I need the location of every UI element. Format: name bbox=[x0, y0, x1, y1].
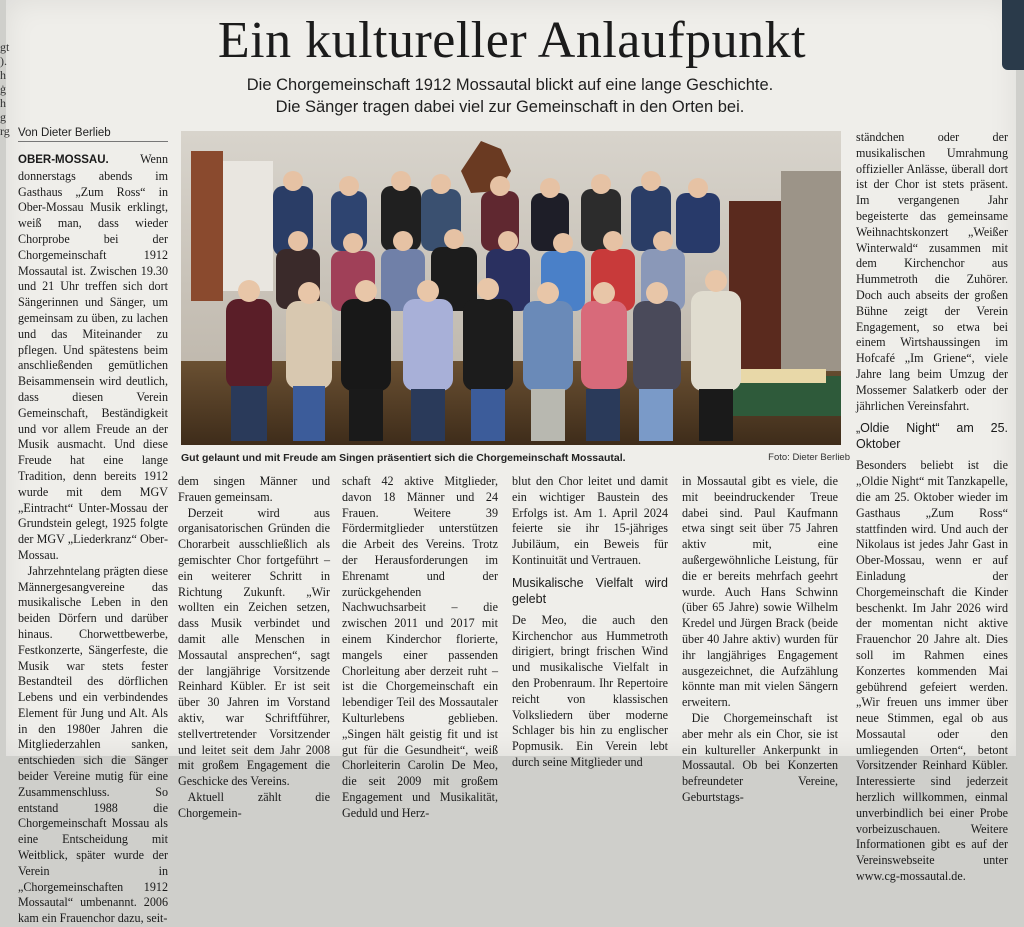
article-column-6 bbox=[856, 130, 1008, 885]
subheadline bbox=[180, 74, 840, 118]
fragment-line: ). bbox=[0, 54, 7, 68]
paragraph: Aktuell zählt die Chorgemein- bbox=[178, 789, 330, 820]
dateline: OBER-MOSSAU. bbox=[18, 154, 109, 166]
photo-illustration bbox=[181, 131, 841, 445]
fragment-line: h bbox=[0, 96, 6, 110]
article-column-4 bbox=[512, 474, 668, 771]
paragraph: Die Chorgemeinschaft ist aber mehr als ein Chor, sie ist ein kultureller Ankerpunkt in Mossautal. Ob bei Konzerten befreundeter Vereine, Geburtstags- bbox=[682, 710, 838, 804]
paragraph: dem singen Männer und Frauen gemeinsam. bbox=[178, 474, 330, 504]
choir-group-photo bbox=[181, 131, 841, 445]
fragment-line: h bbox=[0, 68, 6, 82]
byline: Von Dieter Berlieb bbox=[18, 127, 168, 142]
fragment-line: g bbox=[0, 110, 6, 124]
paragraph: Jahrzehntelang prägten diese Männergesangvereine das musikalische Leben in den beiden Dörfern und darüber hinaus. Chorwettbewerbe, Festkonzerte, Sängerfeste, die Musik war stets fester Bestandteil des dörflichen Lebens und ein verbindendes Element für Jung und Alt. Als in den 1980er Jahren die Mitgliederzahlen sanken, entschieden sich die Sänger beider Vereine mutig für eine Zusammenschluss. So entstand 1988 die Chorgemeinschaft Mossau als eine Entscheidung mit Weitblick, später wurde der Verein in „Chorgemeinschaften 1912 Mossautal“ umbenannt. 2006 kam ein Frauenchor dazu, seit- bbox=[18, 563, 168, 926]
section-subhead: „Oldie Night“ am 25. Oktober bbox=[856, 421, 1008, 452]
subheadline-line: Die Chorgemeinschaft 1912 Mossautal blickt auf eine lange Geschichte. bbox=[246, 76, 774, 94]
article-column-2 bbox=[178, 474, 330, 822]
paragraph: ständchen oder der musikalischen Umrahmung offizieller Anlässe, überall dort ist der Chor ist stets präsent. Im vergangenen Jahr begeisterte das gemeinsame Weihnachtskonzert „Weißer Winterwald“ zusammen mit dem Kirchenchor aus Hummetroth die Zuhörer. Doch auch abseits der großen Bühne zeigt der Verein Engagement, so etwa bei einem Wirtshaussingen im Hofcafé „Im Griene“, viele Jahre lang beim Umzug der Mossemer Salatkerb oder der jährlichen Vereinsfahrt. bbox=[856, 130, 1008, 413]
paragraph: schaft 42 aktive Mitglieder, davon 18 Männer und 24 Frauen. Weitere 39 Fördermitglieder unterstützen die Arbeit des Vereins. Trotz der Herausforderungen im Ehrenamt und der zurückgehenden Nachwuchsarbeit – die zwischen 2011 und 2017 mit einem Kinderchor florierte, mangels einer passenden Chorleitung aber derzeit ruht – ist die Chorgemeinschaft ein lebendiger Teil des Mossautaler Kulturlebens geblieben. „Singen hält geistig fit und ist gut für die Gesundheit“, weiß Chorleiterin Carolin De Meo, die seit 2009 mit großem Engagement und Musikalität, Geduld und Herz- bbox=[342, 474, 498, 820]
fragment-line: ġ bbox=[0, 82, 6, 96]
fragment-line: gt bbox=[0, 40, 10, 54]
paragraph: De Meo, die auch den Kirchenchor aus Hummetroth dirigiert, bringt frischen Wind und musikalische Vielfalt in den Probenraum. Ihr Repertoire reicht von klassischen Volksliedern über moderne Schlager bis hin zu englischer Popmusik. Ein Verein lebt durch seine Mitglieder und bbox=[512, 612, 668, 769]
paragraph: Derzeit wird aus organisatorischen Gründen die Chorarbeit ausschließlich als gemischter Chor fortgeführt – ein weiterer Schritt in Richtung Zukunft. „Wir wollten ein Zeichen setzen, dass Musik verbindet und damit alle Menschen in Mossautal ansprechen“, sagt der langjährige Vorsitzende Reinhard Kübler. Er ist seit über 30 Jahren im Vorstand aktiv, war Schriftführer, stellvertretender Vorsitzender und leitet seit dem Jahr 2008 mit großem Engagement die Geschicke des Vereins. bbox=[178, 505, 330, 789]
paragraph: in Mossautal gibt es viele, die mit beeindruckender Treue dabei sind. Paul Kaufmann etwa singt seit über 75 Jahren aktiv mit, eine außergewöhnliche Leistung, für die er bereits mehrfach geehrt wurde. Auch Hans Schwinn (über 65 Jahre) sowie Wilhelm Kredel und Jürgen Brack (beide über 40 Jahre aktiv) wurden für ihr langjähriges Engagement ausgezeichnet, die Aufzählung könnte man mit vielen Sängern erweitern. bbox=[682, 474, 838, 710]
fragment-line: rg bbox=[0, 124, 10, 138]
paragraph: blut den Chor leitet und damit ein wichtiger Baustein des Erfolgs ist. Am 1. April 2024 feierte sie ihr 15-jähriges Jubiläum, ein Beweis für Kontinuität und Vertrauen. bbox=[512, 474, 668, 567]
photo-credit: Foto: Dieter Berlieb bbox=[768, 452, 850, 463]
article-column-3 bbox=[342, 474, 498, 822]
article-column-1 bbox=[18, 152, 168, 927]
paragraph: Wenn donnerstags abends im Gasthaus „Zum Ross“ in Ober-Mossau Musik erklingt, weiß man, dass wieder Chorprobe bei der Chorgemeinschaft 1912 Mossautal ist. Zwischen 19.30 und 21 Uhr treffen sich dort Sängerinnen und Sänger, um gemeinsam zu üben, zu lachen und das Miteinander zu pflegen. Und spätestens beim anschließenden gemütlichen Beisammensein wird deutlich, dass diesen Verein Gemeinschaft, Beständigkeit und vor allem Freude an der Musik ausmacht. Und diese Freude hat eine lange Tradition, denn bereits 1912 wurde mit dem MGV „Eintracht“ Unter-Mossau der Grundstein gelegt, 1925 folgte der MGV „Liederkranz“ Ober-Mossau. bbox=[18, 152, 168, 562]
subheadline-line: Die Sänger tragen dabei viel zur Gemeinschaft in den Orten bei. bbox=[275, 98, 745, 116]
photo-caption: Gut gelaunt und mit Freude am Singen präsentiert sich die Chorgemeinschaft Mossautal. bbox=[181, 452, 626, 464]
section-subhead: Musikalische Vielfalt wird gelebt bbox=[512, 575, 668, 606]
paragraph: Besonders beliebt ist die „Oldie Night“ mit Tanzkapelle, die am 25. Oktober wieder im Gasthaus „Zum Ross“ stattfinden wird. Und auch der Nikolaus ist jedes Jahr Gast in Ober-Mossau, wenn er auf Einladung der Chorgemeinschaft die Kinder beschenkt. Im Jahr 2026 wird der momentan nicht aktive Frauenchor 20 Jahre alt. Dies soll im Rahmen eines Konzertes kommenden Mai gebührend gefeiert werden. „Wir freuen uns immer über neue Stimmen, egal ob aus Mossautal oder den umliegenden Orten“, betont Vorsitzender Reinhard Kübler. Interessierte sind jederzeit herzlich willkommen, einmal unverbindlich bei einer Probe vorbeizuschauen. Weitere Informationen gibt es auf der Vereinswebseite unter www.cg-mossautal.de. bbox=[856, 458, 1008, 884]
headline: Ein kultureller Anlaufpunkt bbox=[217, 12, 807, 69]
